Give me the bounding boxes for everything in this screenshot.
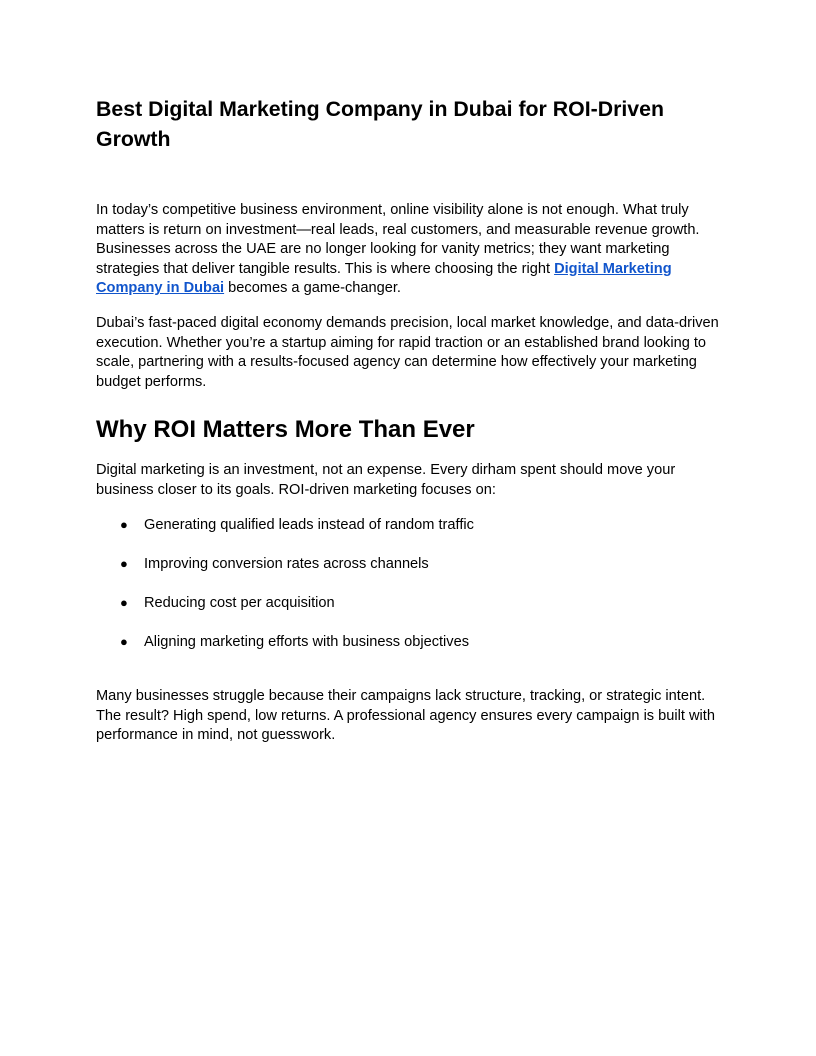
bullet-icon: ● [120,556,128,571]
list-item-text: Improving conversion rates across channels [144,556,429,572]
list-item-text: Generating qualified leads instead of random traffic [144,517,474,533]
section-heading: Why ROI Matters More Than Ever [96,416,475,443]
list-item-text: Aligning marketing efforts with business objectives [144,634,470,650]
roi-focus-list [96,515,720,671]
list-item [96,515,720,554]
list-item [96,593,720,632]
intro-text-after-link: becomes a game-changer. [224,280,401,297]
intro-text-before-link: In today’s competitive business environment, online visibility alone is not enough. What truly matters is return on investment—real leads, real customers, and measurable revenue growth. Businesses across the UAE are no longer looking for vanity metrics; they want marketing strategies that deliver tangible results. This is where choosing the right [96,202,700,277]
closing-paragraph: Many businesses struggle because their campaigns lack structure, tracking, or strategic intent. The result? High spend, low returns. A professional agency ensures every campaign is built with performance in mind, not guesswork. [96,688,715,744]
section-intro-paragraph: Digital marketing is an investment, not an expense. Every dirham spent should move your business closer to its goals. ROI-driven marketing focuses on: [96,462,676,498]
intro-paragraph [96,201,722,299]
document-title: Best Digital Marketing Company in Dubai for ROI-Driven Growth [96,97,664,151]
bullet-icon: ● [120,517,128,532]
dubai-economy-paragraph: Dubai’s fast-paced digital economy demands precision, local market knowledge, and data-driven execution. Whether you’re a startup aiming for rapid traction or an established brand looking to scale, partnering with a results-focused agency can determine how effectively your marketing budget performs. [96,315,719,390]
list-item [96,554,720,593]
bullet-icon: ● [120,634,128,649]
list-item-text: Reducing cost per acquisition [144,595,335,611]
bullet-icon: ● [120,595,128,610]
digital-marketing-company-link[interactable]: Digital Marketing Company in Dubai [96,260,672,297]
list-item [96,632,720,671]
